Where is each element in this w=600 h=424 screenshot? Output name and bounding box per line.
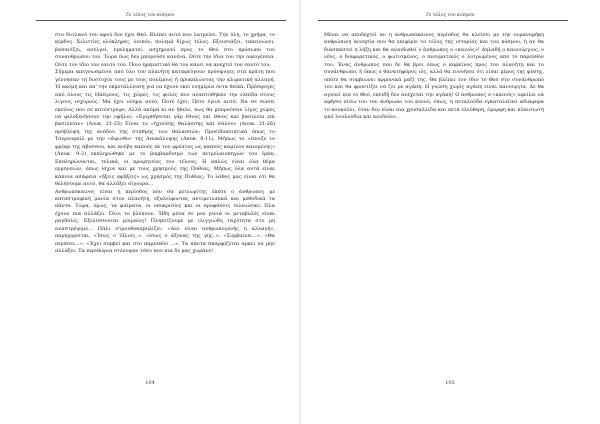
- paragraph: Ανθρωπόκαινος είναι η περίοδος που σα μετεωρίτης έπεσε ο άνθρωπος με καταστροφική μανία στον πλανήτη, εξαλείφοντας αντιμετωπικά και μεθοδικά τα πάντα. Τώρα, όμως, τα φαίματα, οι υποκρισίες και οι προφάσεις τελειώσαν. Όλα έχουν πια αλλάξει. Όλοι το βλέπουν. Ήδη μέσα σε μια γενιά οι μεταβολές είναι ραγδαίες. Εξελίσσονται μοιραίες! Πληκτίζουμε με ιλιγγιώδη ταχύτητα στο μη αναστρέψιμο... Πάλι στρουθοκαμηλίζει. «Δεν είναι ανθρωπογενής η αλλαγή», παρηγορείται. «Ίσως ο Ήλιος..». «ίσως ο άξονας της γης..». «Συμβαίνει...». «Θα περάσει...». «Έχει συμβεί και στο παρελθόν ...». Τα πάντα σκαρφίζεται αρκεί να μην αλλάξει. Τα περιθώρια στένεψαν τόσο που πια δε μας χωράνε!: [55, 188, 275, 255]
- running-header: Το τέλος του κόσμου: [125, 13, 175, 18]
- running-header: Το τέλος του κόσμου: [425, 13, 475, 18]
- header-rule: [36, 20, 286, 21]
- paragraph: Μένει να αποδεχτεί αν η ανθρωπόκαινος περίοδος θα κλείσει με την ουρανομήκη ανθρώπινη ανοησία που θα επιφέρει το τέλος της ιστορίας και του κόσμου, ή αν θα διασπαστεί η λήξη και θα αναιδωθεί ο άνθρωπος ο «καινός»! Δηλαδή ο καινούργιος, ο νέος, ο διαφορετικός, ο φωτισμένος, ο πνευματικός ο λυτρωμένος από το παρελθόν του. Ένας άνθρωπος που δε θα βρει όπως ο καρκίνος προς τον πλανήτη και το συνάνθρωπο, ή όπως ο θανατηφόρος ιός, αλλά θα εννοήσει ότι είναι μέρος της φύσης, οπότε θα συμβιώνει αρμονικά μαζί της. Θα βλέπει τον ίδιο το Θεό στο συνάνθρωπό του και θα φροντίζει να ζει με αγάπη. Η γνώση χωρίς αγάπη είναι πανουργία. Δε θα αγνοεί πια το Θεό, επειδή δεν ανέχεται την αγάπη! Ο άνθρωπος ο «καινός» οφείλει να αφήσει πίσω του τον άνθρωπο του κενού, όπως, η πεταλούδα εγκαταλείπει αδιάφορα το κουκούλι, όταν δεν είναι πια χρυσαλλίδα και πετά ελεύθερη, όμορφη και πλαισιωτή από λουλούδια και κουδούνι.: [324, 32, 544, 120]
- header-rule: [318, 20, 568, 21]
- right-page: [300, 0, 600, 424]
- paragraph: στο δυτλανό του αφού δεν έχει Θεό. Βλέπει αυτό που λατρεύει. Την ύλη, το χρήμα, το κέρδος. Χιλιετίες ολόκληρες, λοιπόν, πολεμά δίχως τέλος. Εξουσιάζει, ταπεινώνει, βασανίζει, ασελγεί, εγκληματεί, ασχημονεί προς το Θεό στο πρόσωπο του συνανθρώπου του. Τώρα πως δεν μπορούσε κανένα. Ούτε την ίδια του την οικογένεια. Ούτε τον ίδιο τον εαυτό του. Ποιο ηρεμιστικό θα τον κάνει να ανεχτεί τον εαυτό του;: [55, 32, 275, 68]
- paragraph: Σήμερα απεγνωσμένοι από όλο τον πλανήτη καταφεύγουν πρόσφυγες στα κράτη που γέννησαν τη δυστυχία τους με τους πολέμους ή προκαλώντας την κλιματική αλλαγή. Ή ακόμη και απ' την εκμετάλλευση για να έχουν εκεί ευημερία όντα θεϊκά. Πρόσφυγες από όλους τις Ηπείρους, τις χώρες, τις φυλές που αναπτύθηκαν την ελπίδα στους λίγους ισχυρούς. Μα έχει νόημα αυτό; Ποτέ έχει; Πότε έγινε αυτό; Να σε σώσει εκείνος που σε κατέστρεψε; Αλλά ακόμα κι αν ήθελε, πως θα μπορούσαν λίγες χώρες να φιλοξενήσουν την υφήλιο; «Εγερθήσεται γάρ έθνος επί έθνος καί βασιλεία επί βασιλείαν» (Λουκ. 21-25) Είναι το «ήχούσης θαλάσσης καί σάλου» (Λουκ. 21-26) πρόβλεψη της ανόδου της στάθμης των θαλασσών; Προειδοποιητικά όπως το Τσερνομπίλ με την «άψινθο» της Αποκάλυψης (Αποκ. 8-11). Μήπως το «έπνιξε το φρέαρ της άβυσσου, και ανέβη καπνός εκ του φρέατος ως καπνός καμίνου καιομένης» (Αποκ. 9-2) εκπληρώθηκε με το βομβαρδισμό των πετρελαιοπηγών του Ιράκ; Εκπληρώνονται, τελικά, οι προφητείες του τέλους; Η απλώς είναι όλα θέμα ερμηνειών, όπως ίσχυε και με τους χρησμούς της Πυθίας; Μήπως όλα αυτά είναι κάποια ασάφεια «ήξεις αφήξεις» ως χρησμός της Πυθίας; Το λάθος μας είναι ότι θα θελήσουμε αυτό, θα αλλάξει σίγουρα...: [55, 69, 275, 188]
- body-text: [55, 32, 275, 256]
- page-number: 104: [145, 380, 155, 386]
- page-number: 105: [445, 380, 455, 386]
- body-text: [324, 32, 544, 121]
